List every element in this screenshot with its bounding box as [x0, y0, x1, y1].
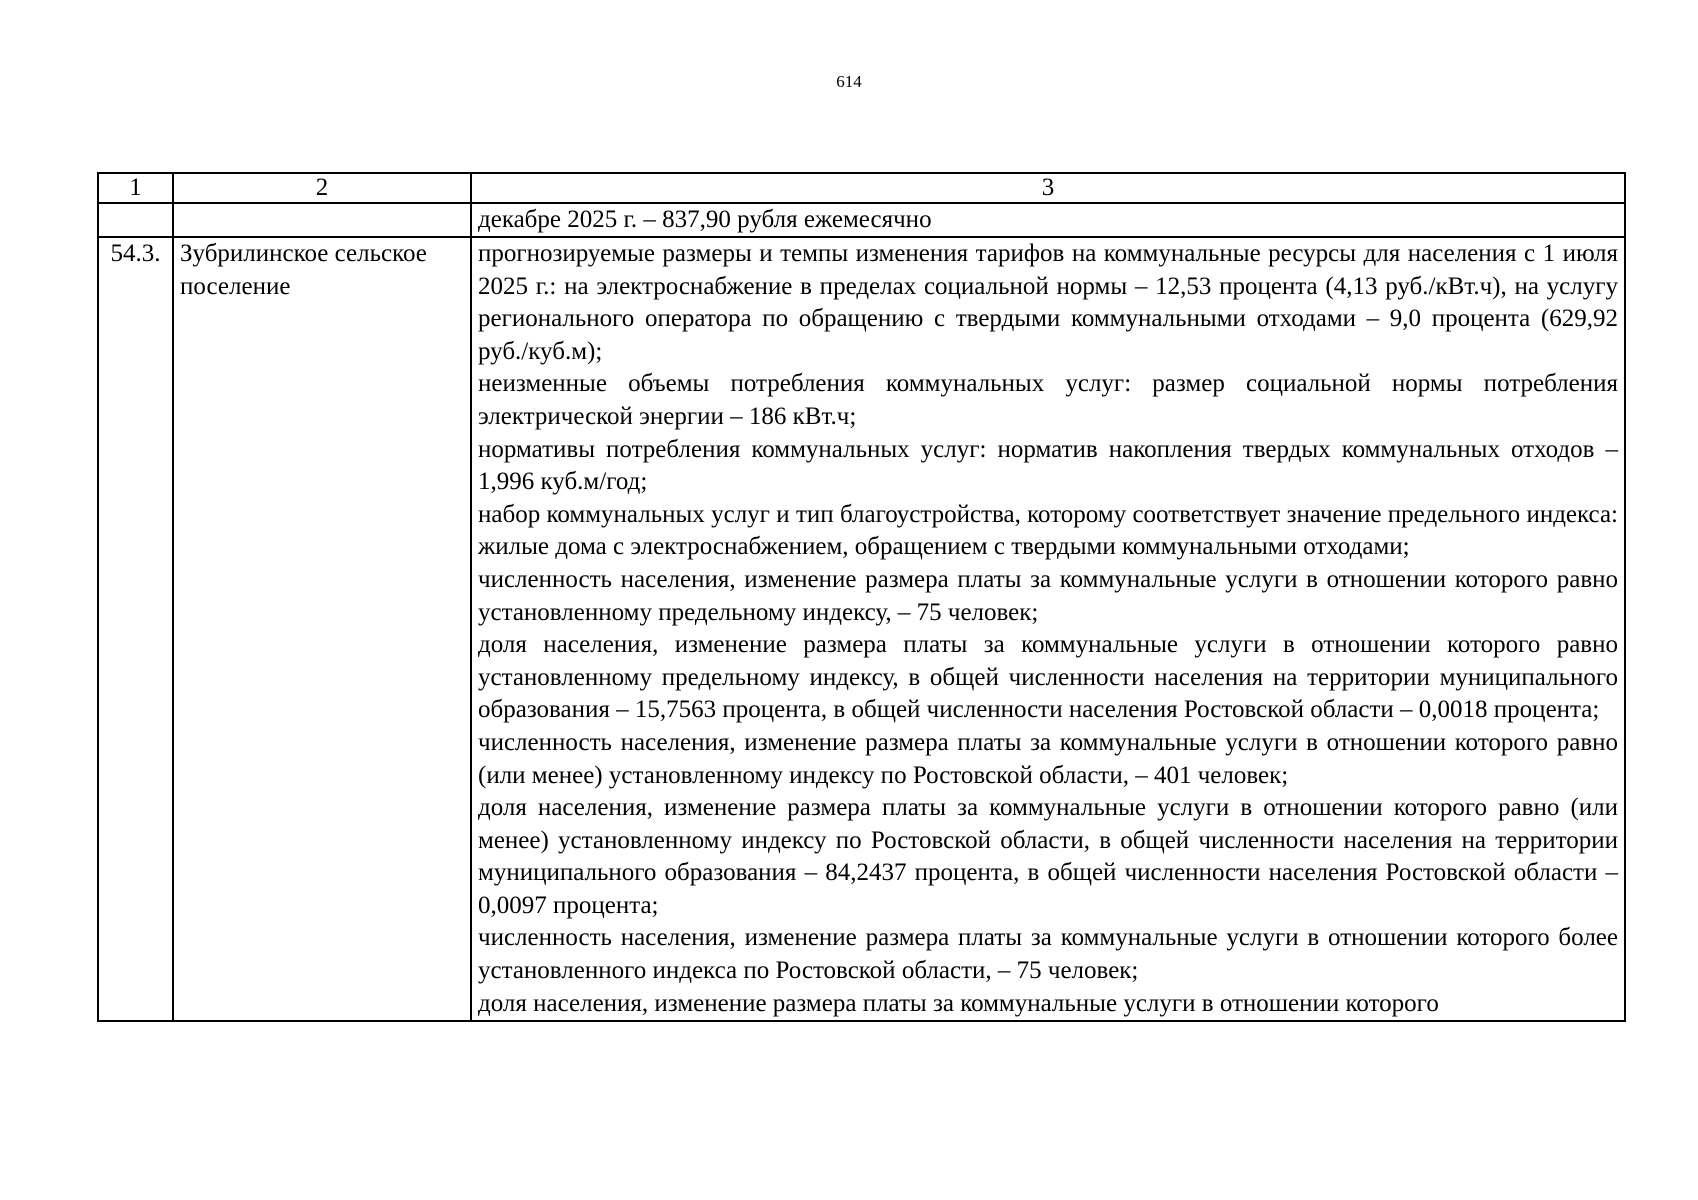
paragraph: доля населения, изменение размера платы за коммунальные услуги в отношении которого [478, 989, 1439, 1017]
continuation-number-cell [98, 203, 173, 237]
continuation-text: декабре 2025 г. – 837,90 рубля ежемесячно [471, 203, 1625, 237]
column-header-2: 2 [173, 173, 471, 203]
paragraph: численность населения, изменение размера платы за коммунальные услуги в отношении которого равно установленному предельному индексу, – 75 человек; [478, 565, 1618, 626]
row-content [471, 237, 1625, 1021]
paragraph: неизменные объемы потребления коммунальных услуг: размер социальной нормы потребления электрической энергии – 186 кВт.ч; [478, 370, 1618, 430]
document-table [97, 172, 1626, 1022]
paragraph: численность населения, изменение размера платы за коммунальные услуги в отношении которого равно (или менее) установленному индексу по Ростовской области, – 401 человек; [478, 728, 1618, 789]
paragraph: численность населения, изменение размера платы за коммунальные услуги в отношении которого более установленного индекса по Ростовской области, – 75 человек; [478, 924, 1618, 985]
table-header-row [98, 173, 1625, 203]
paragraph: доля населения, изменение размера платы за коммунальные услуги в отношении которого равно (или менее) установленному индексу по Ростовской области, в общей численности населения на территории муниципального образования – 84,2437 процента, в общей численности населения Ростовской области – 0,0097 процента; [478, 794, 1618, 919]
paragraph: нормативы потребления коммунальных услуг: норматив накопления твердых коммунальных отходов – 1,996 куб.м/год; [478, 435, 1618, 496]
page-number: 614 [836, 72, 862, 91]
column-header-1: 1 [98, 173, 173, 203]
continuation-row [98, 203, 1625, 237]
table-row [98, 237, 1625, 1021]
paragraph: набор коммунальных услуг и тип благоустройства, которому соответствует значение предельного индекса: жилые дома с электроснабжением, обращением с твердыми коммунальными отходами; [478, 500, 1618, 561]
paragraph: доля населения, изменение размера платы за коммунальные услуги в отношении которого равно установленному предельному индексу, в общей численности населения на территории муниципального образования – 15,7563 процента, в общей численности населения Ростовской области – 0,0018 процента; [478, 631, 1618, 724]
settlement-name: Зубрилинское сельское поселение [173, 237, 471, 1021]
paragraph: прогнозируемые размеры и темпы изменения тарифов на коммунальные ресурсы для населения с 1 июля 2025 г.: на электроснабжение в пределах социальной нормы – 12,53 процента (4,13 руб./кВт.ч), на услугу регионального оператора по обращению с твердыми коммунальными отходами – 9,0 процента (629,92 руб./куб.м); [478, 240, 1618, 365]
column-header-3: 3 [471, 173, 1625, 203]
row-number: 54.3. [98, 237, 173, 1021]
continuation-name-cell [173, 203, 471, 237]
